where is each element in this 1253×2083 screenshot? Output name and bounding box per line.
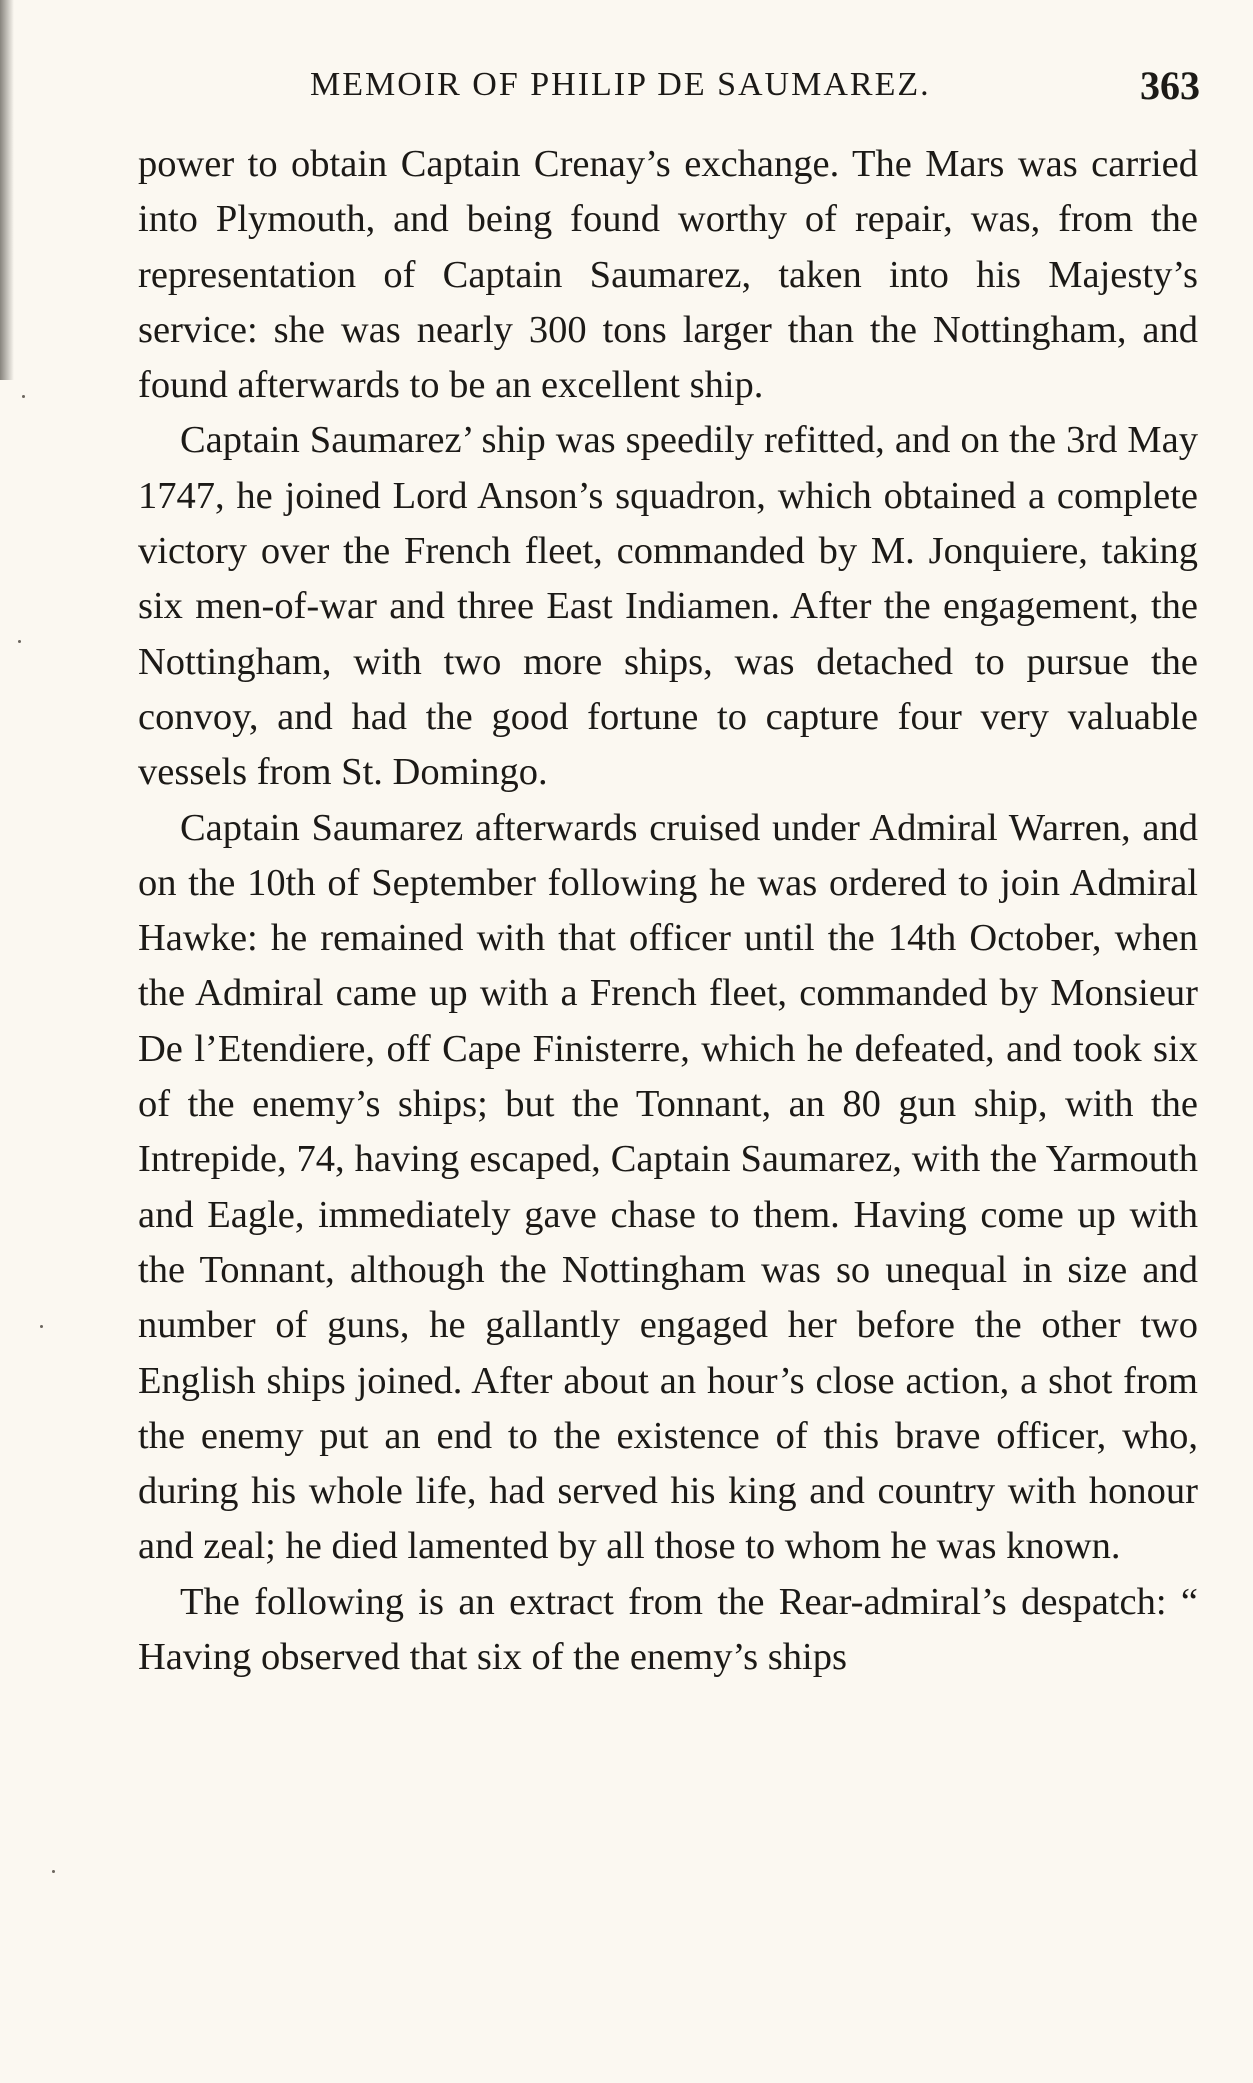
- paragraph: The following is an extract from the Rear-admiral’s despatch: “ Having observed that six of the enemy’s ships: [138, 1580, 1198, 1679]
- page-number: 363: [1140, 63, 1200, 108]
- body-text: [138, 137, 1198, 1685]
- paper-speck: [40, 1325, 43, 1328]
- paper-speck: [22, 395, 25, 398]
- paragraph: Captain Saumarez’ ship was speedily refitted, and on the 3rd May 1747, he joined Lord Anson’s squadron, which obtained a complete victory over the French fleet, commanded by M. Jonquiere, taking six men-of-war and three East Indiamen. After the engagement, the Nottingham, with two more ships, was detached to pursue the convoy, and had the good fortune to capture four very valuable vessels from St. Domingo.: [138, 419, 1198, 794]
- paragraph: power to obtain Captain Crenay’s exchange. The Mars was carried into Plymouth, and being found worthy of repair, was, from the representation of Captain Saumarez, taken into his Majesty’s service: she was nearly 300 tons larger than the Nottingham, and found afterwards to be an excellent ship.: [138, 143, 1198, 407]
- paper-speck: [52, 1870, 55, 1873]
- running-title: MEMOIR OF PHILIP DE SAUMAREZ.: [310, 66, 931, 103]
- page-gutter-shadow: [0, 0, 14, 380]
- paragraph: Captain Saumarez afterwards cruised under Admiral Warren, and on the 10th of September following he was ordered to join Admiral Hawke: he remained with that officer until the 14th October, when the Admiral came up with a French fleet, commanded by Monsieur De l’Etendiere, off Cape Finisterre, which he defeated, and took six of the enemy’s ships; but the Tonnant, an 80 gun ship, with the Intrepide, 74, having escaped, Captain Saumarez, with the Yarmouth and Eagle, immediately gave chase to them. Having come up with the Tonnant, although the Nottingham was so unequal in size and number of guns, he gallantly engaged her before the other two English ships joined. After about an hour’s close action, a shot from the enemy put an end to the existence of this brave officer, who, during his whole life, had served his king and country with honour and zeal; he died lamented by all those to whom he was known.: [138, 806, 1198, 1568]
- paper-speck: [18, 640, 21, 643]
- running-header: [310, 63, 1200, 116]
